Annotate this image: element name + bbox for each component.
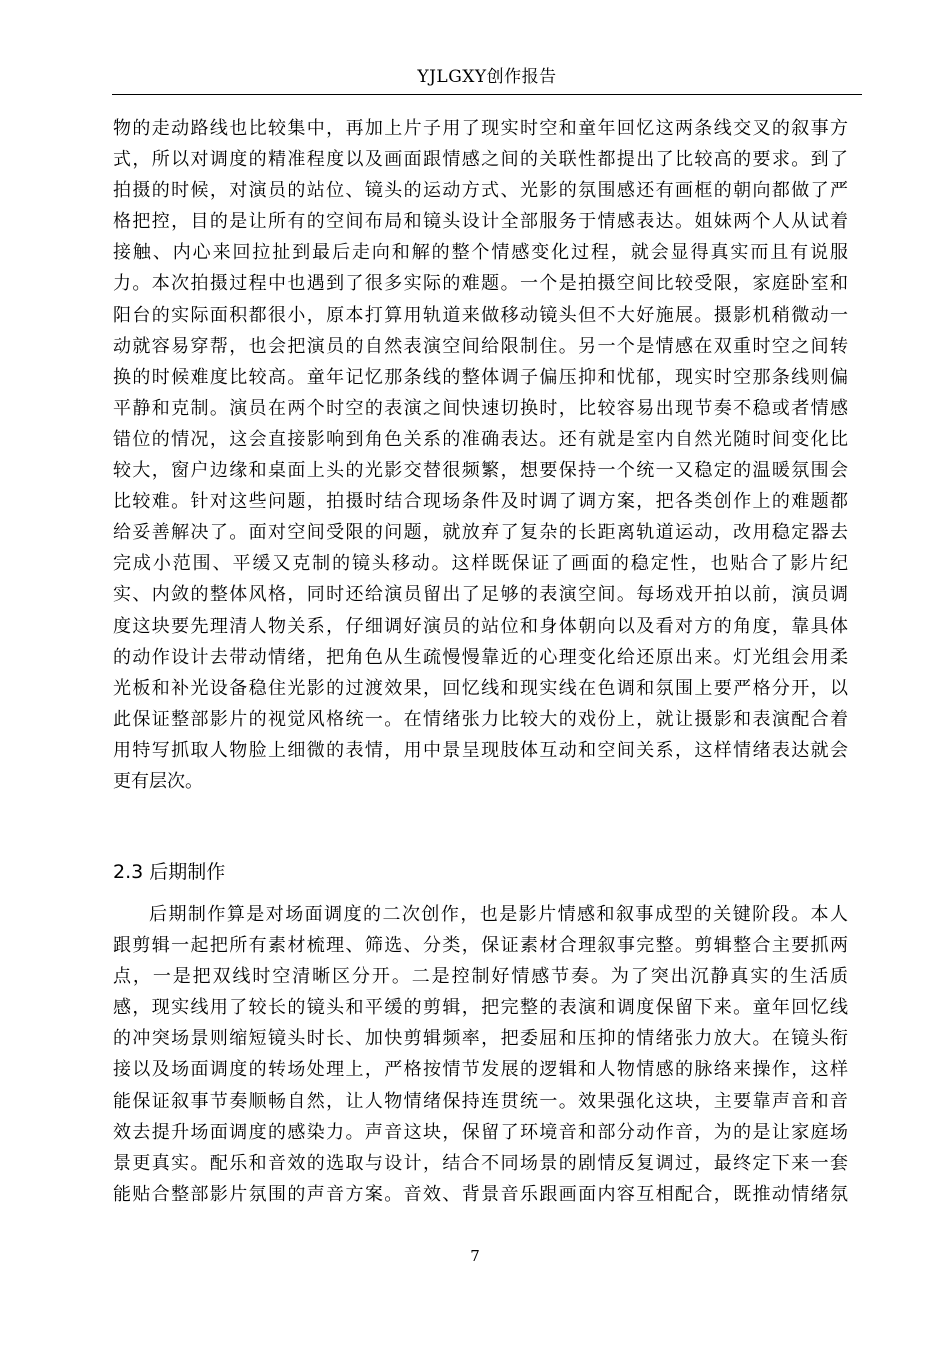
- text-line: 动就容易穿帮，也会把演员的自然表演空间给限制住。另一个是情感在双重时空之间转: [113, 335, 848, 357]
- text-line: 感，现实线用了较长的镜头和平缓的剪辑，把完整的表演和调度保留下来。童年回忆线: [113, 997, 848, 1019]
- text-line: 跟剪辑一起把所有素材梳理、筛选、分类，保证素材合理叙事完整。剪辑整合主要抓两: [113, 935, 848, 957]
- text-line: 接触、内心来回拉扯到最后走向和解的整个情感变化过程，就会显得真实而且有说服: [113, 242, 848, 264]
- text-line: 的冲突场景则缩短镜头时长、加快剪辑频率，把委屈和压抑的情绪张力放大。在镜头衔: [113, 1028, 848, 1050]
- text-line: 接以及场面调度的转场处理上，严格按情节发展的逻辑和人物情感的脉络来操作，这样: [113, 1059, 848, 1081]
- text-line: 效去提升场面调度的感染力。声音这块，保留了环境音和部分动作音，为的是让家庭场: [113, 1121, 848, 1143]
- text-line: 的动作设计去带动情绪，把角色从生疏慢慢靠近的心理变化给还原出来。灯光组会用柔: [113, 646, 848, 668]
- text-line: 完成小范围、平缓又克制的镜头移动。这样既保证了画面的稳定性，也贴合了影片纪: [113, 553, 848, 575]
- text-line: 给妥善解决了。面对空间受限的问题，就放弃了复杂的长距离轨道运动，改用稳定器去: [113, 522, 848, 544]
- running-header: YJLGXY创作报告: [417, 67, 557, 87]
- text-line: 实、内敛的整体风格，同时还给演员留出了足够的表演空间。每场戏开拍以前，演员调: [113, 584, 848, 606]
- text-line: 用特写抓取人物脸上细微的表情，用中景呈现肢体互动和空间关系，这样情绪表达就会: [113, 739, 848, 761]
- text-line: 更有层次。: [113, 770, 203, 792]
- text-line: 点，一是把双线时空清晰区分开。二是控制好情感节奏。为了突出沉静真实的生活质: [113, 966, 848, 988]
- section-heading-post-production: 2.3 后期制作: [113, 861, 226, 883]
- header-rule: [112, 94, 862, 95]
- text-line: 光板和补光设备稳住光影的过渡效果，回忆线和现实线在色调和氛围上要严格分开，以: [113, 677, 848, 699]
- text-line: 比较难。针对这些问题，拍摄时结合现场条件及时调了调方案，把各类创作上的难题都: [113, 491, 848, 513]
- paragraph-filming-challenges: [113, 113, 848, 797]
- text-line: 此保证整部影片的视觉风格统一。在情绪张力比较大的戏份上，就让摄影和表演配合着: [113, 708, 848, 730]
- page-number: 7: [470, 1247, 480, 1265]
- text-line: 度这块要先理清人物关系，仔细调好演员的站位和身体朝向以及看对方的角度，靠具体: [113, 615, 848, 637]
- text-line: 力。本次拍摄过程中也遇到了很多实际的难题。一个是拍摄空间比较受限，家庭卧室和: [113, 273, 848, 295]
- text-line: 能贴合整部影片氛围的声音方案。音效、背景音乐跟画面内容互相配合，既推动情绪氛: [113, 1183, 848, 1205]
- text-line: 阳台的实际面积都很小，原本打算用轨道来做移动镜头但不大好施展。摄影机稍微动一: [113, 304, 848, 326]
- text-line: 景更真实。配乐和音效的选取与设计，结合不同场景的剧情反复调过，最终定下来一套: [113, 1152, 848, 1174]
- text-line: 物的走动路线也比较集中，再加上片子用了现实时空和童年回忆这两条线交叉的叙事方: [113, 118, 848, 139]
- text-line: 拍摄的时候，对演员的站位、镜头的运动方式、光影的氛围感还有画框的朝向都做了严: [113, 180, 848, 202]
- text-line: 较大，窗户边缘和桌面上头的光影交替很频繁，想要保持一个统一又稳定的温暖氛围会: [113, 460, 848, 482]
- text-line: 错位的情况，这会直接影响到角色关系的准确表达。还有就是室内自然光随时间变化比: [113, 428, 848, 450]
- text-line: 平静和克制。演员在两个时空的表演之间快速切换时，比较容易出现节奏不稳或者情感: [113, 397, 848, 419]
- paragraph-post-production: [113, 899, 848, 1210]
- text-line: 后期制作算是对场面调度的二次创作，也是影片情感和叙事成型的关键阶段。本人: [149, 904, 848, 925]
- text-line: 式，所以对调度的精准程度以及画面跟情感之间的关联性都提出了比较高的要求。到了: [113, 149, 848, 171]
- text-line: 能保证叙事节奏顺畅自然，让人物情绪保持连贯统一。效果强化这块，主要靠声音和音: [113, 1090, 848, 1112]
- text-line: 换的时候难度比较高。童年记忆那条线的整体调子偏压抑和忧郁，现实时空那条线则偏: [113, 366, 848, 388]
- text-line: 格把控，目的是让所有的空间布局和镜头设计全部服务于情感表达。姐妹两个人从试着: [113, 211, 848, 233]
